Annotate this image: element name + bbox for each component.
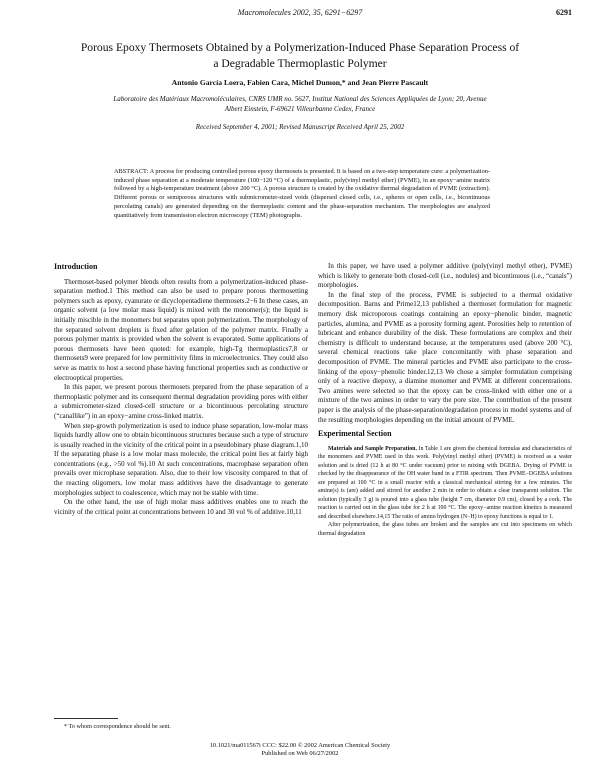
right-paragraph-1: In this paper, we have used a polymer additive (poly(vinyl methyl ether), PVME) which is likely to generate both closed-cell (i.e., nodules) and bicontinuous (i.e., “canals”) morphologies. — [318, 262, 572, 290]
doi-line: 10.1021/ma011567i CCC: $22.00 © 2002 American Chemical Society — [209, 742, 391, 749]
experimental-text: In Table 1 are given the chemical formulas and characteristics of the monomers and PVME used in this work. Poly(vinyl methyl ether) (PVME) is received as a water solution and is dried (12 h at 80 °C under vacuum) prior to mixing with DGEBA. Drying of PVME is checked by the disappearance of the OH water band in a FTIR spectrum. Then PVME−DGEBA solutions are prepared at 100 °C in a small reactor with a classical mechanical stirring for a few minutes. The amine(s) is (are) added and stirred for another 2 min in order to obtain a clear transparent solution. The solution (typically 3 g) is poured into a glass tube (height 7 cm, diameter 0.9 cm), closed by a cork. The reaction is carried out in the glass tube for 2 h at 100 °C. The epoxy−amine reaction kinetics is measured and described elsewhere.14,15 The ratio of amino hydrogen (N−H) to epoxy functions is equal to 1. — [318, 445, 572, 520]
page-number: 6291 — [556, 8, 572, 17]
section-heading-experimental: Experimental Section — [318, 429, 392, 439]
abstract: ABSTRACT: A process for producing controlled porous epoxy thermosets is presented. It is based on a two-step temperature cure: a polymerization-induced phase separation at a moderate temperature (100−120 °C) of a thermoplastic, poly(vinyl methyl ether) (PVME), in an epoxy−amine matrix followed by a high-temperature treatment (above 200 °C). A porous structure is created by the oxidative thermal degradation of PVME (extraction). Different porous or semiporous structures with submicrometer-sized voids (dispersed closed cells, i.e., spheres or open cells, i.e., bicontinuous percolating canals) are generated depending on the thermoplastic content and the phase-separation mechanism. The morphologies are analyzed quantitatively from transmission electron microscopy (TEM) photographs. — [114, 168, 490, 219]
journal-citation: Macromolecules 2002, 35, 6291−6297 — [237, 8, 363, 17]
page-footer — [0, 742, 600, 759]
left-column — [54, 258, 308, 517]
runin-heading-materials: Materials and Sample Preparation. — [328, 445, 417, 452]
received-dates: Received September 4, 2001; Revised Manuscript Received April 25, 2002 — [195, 123, 405, 131]
right-column — [318, 262, 572, 538]
right-paragraph-2: In the final step of the process, PVME is subjected to a thermal oxidative decomposition. Barns and Prime12,13 published a thermoset formulation for magnetic memory disk microporous coatings containing an epoxy−phenolic binder, magnetic particles, alumina, and PVME as a porosity forming agent. Porosities help to retention of lubricant and enhance durability of the disk. These formulations are complex and their chemistry is difficult to understand because, at the temperatures used (above 200 °C), several chemical reactions take place concomitantly with phase separation and decomposition of PVME. The mineral particles and PVME also participate to the cross-linking of the epoxy−phenolic binder.12,13 We chose a simpler formulation comprising only of a reactive diepoxy, a diamine monomer and PVME at different concentrations. Two amines were selected so that the epoxy can be cross-linked with either one or a mixture of the two amines in order to vary the pore size. The contribution of the present paper is the analysis of the phase-separation/degradation process in model systems and of the resulting morphologies depending on the initial amount of PVME. — [318, 290, 572, 424]
after-polymerization-paragraph: After polymerization, the glass tubes are broken and the samples are cut into specimens on which thermal degradation — [318, 522, 572, 537]
running-header — [0, 8, 600, 22]
section-heading-introduction: Introduction — [54, 262, 98, 271]
article-title: Porous Epoxy Thermosets Obtained by a Polymerization-Induced Phase Separation Process of a Degradable Thermoplastic Polymer — [80, 41, 520, 70]
correspondence-footnote: * To whom correspondence should be sent. — [64, 723, 171, 730]
intro-paragraph-4: On the other hand, the use of high molar mass additives enables one to reach the vicinity of the critical point at concentrations between 10 and 30 vol % of additive.10,11 — [54, 498, 308, 516]
author-list: Antonio García Loera, Fabien Cara, Michel Dumon,* and Jean Pierre Pascault — [171, 78, 429, 87]
intro-paragraph-1: Thermoset-based polymer blends often results from a polymerization-induced phase-separation method.1 This method can also be used to prepare porous thermosetting polymers such as epoxy, cyanurate or dicyclopentadiene thermosets.2−6 In these cases, an organic solvent (a low molar mass liquid) is mixed with the monomer(s); the liquid is initially miscible in the monomers but separates upon polymerization. The morphology of the separated solvent droplets is fixed after gelation of the polymer matrix. Finally a porous polymer matrix is provided when the solvent is evaporated. Some applications of porous thermosets have been quoted: for example, high-Tg thermoplastics7,8 or thermosets9 were prepared for low permittivity films in microelectronics. They could also serve as matrix to host a second phase having functional properties such as conductive or electrooptical properties. — [54, 277, 308, 382]
affiliation: Laboratoire des Matériaux Macromoléculaires, CNRS UMR no. 5627, Institut National des Sciences Appliquées de Lyon; 20, Avenue Albert Einstein, F-69621 Villeurbanne Cedex, France — [113, 95, 487, 113]
footnote-rule — [54, 718, 118, 719]
experimental-paragraph — [318, 445, 572, 522]
intro-paragraph-3: When step-growth polymerization is used to induce phase separation, low-molar mass liquids hardly allow one to obtain bicontinuous structures because such a type of structure is usually reached in the vicinity of the critical point in a pseudobinary phase diagram.1,10 If the separating phase is a low molar mass molecule, the critical point lies at fairly high concentrations (e.g., >50 vol %).10 At such concentrations, macrophase separation often prevails over microphase separation. Also, due to their low viscosity compared to that of the reacting oligomers, low molar mass additives have the disadvantage to generate morphologies subject to coalescence, which may not be stable with time. — [54, 421, 308, 497]
intro-paragraph-2: In this paper, we present porous thermosets prepared from the phase separation of a thermoplastic polymer and its consequent thermal degradation providing pores with either a submicrometer-sized closed-cell structure or a bicontinuous percolating structure (“canallike”) in an epoxy−amine cross-linked matrix. — [54, 383, 308, 420]
published-line: Published on Web 06/27/2002 — [261, 750, 339, 758]
